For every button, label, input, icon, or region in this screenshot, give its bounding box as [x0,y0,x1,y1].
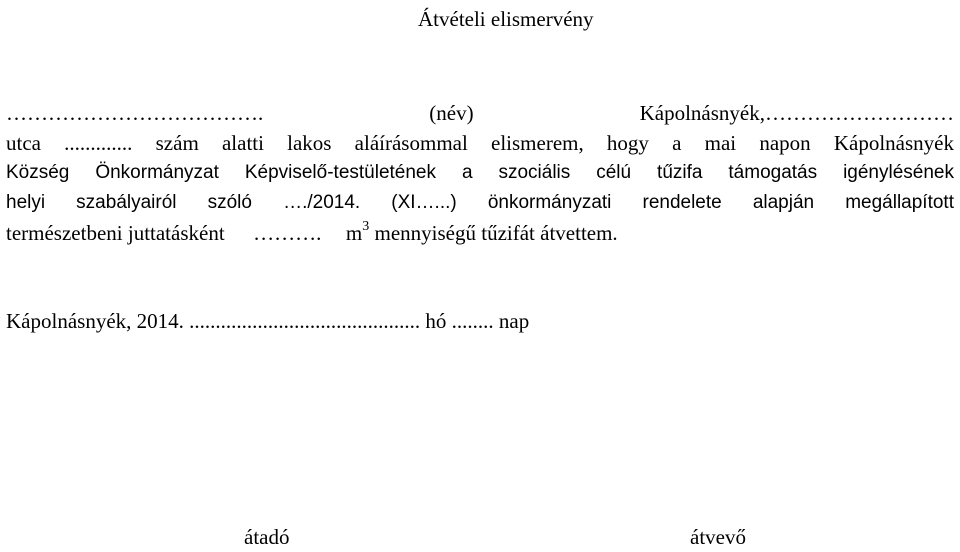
quantity-statement: mennyiségű tűzifát átvettem. [374,221,618,245]
quantity-label: természetbeni juttatásként [6,221,225,245]
body-line-quantity [6,218,618,252]
unit-superscript: 3 [362,219,370,234]
body-line-street: utca ............. szám alatti lakos aláírásommal elismerem, hogy a mai napon Kápolnásnyék [6,131,954,155]
document-title: Átvételi elismervény [418,7,594,31]
body-line-council: Község Önkormányzat Képviselő-testületének a szociális célú tűzifa támogatás igénylésének [6,162,954,183]
quantity-unit: m [345,221,363,245]
body-line-regulation: helyi szabályairól szóló …./2014. (XI…...) önkormányzati rendelete alapján megállapított [6,192,954,213]
signature-receiver: átvevő [690,525,746,549]
body-line-name: ………………………………. (név) Kápolnásnyék,……………………… [6,101,954,125]
signature-giver: átadó [244,525,290,549]
date-line: Kápolnásnyék, 2014. ............................................ hó ........ nap [6,309,530,333]
quantity-blank: ………. [253,221,322,245]
